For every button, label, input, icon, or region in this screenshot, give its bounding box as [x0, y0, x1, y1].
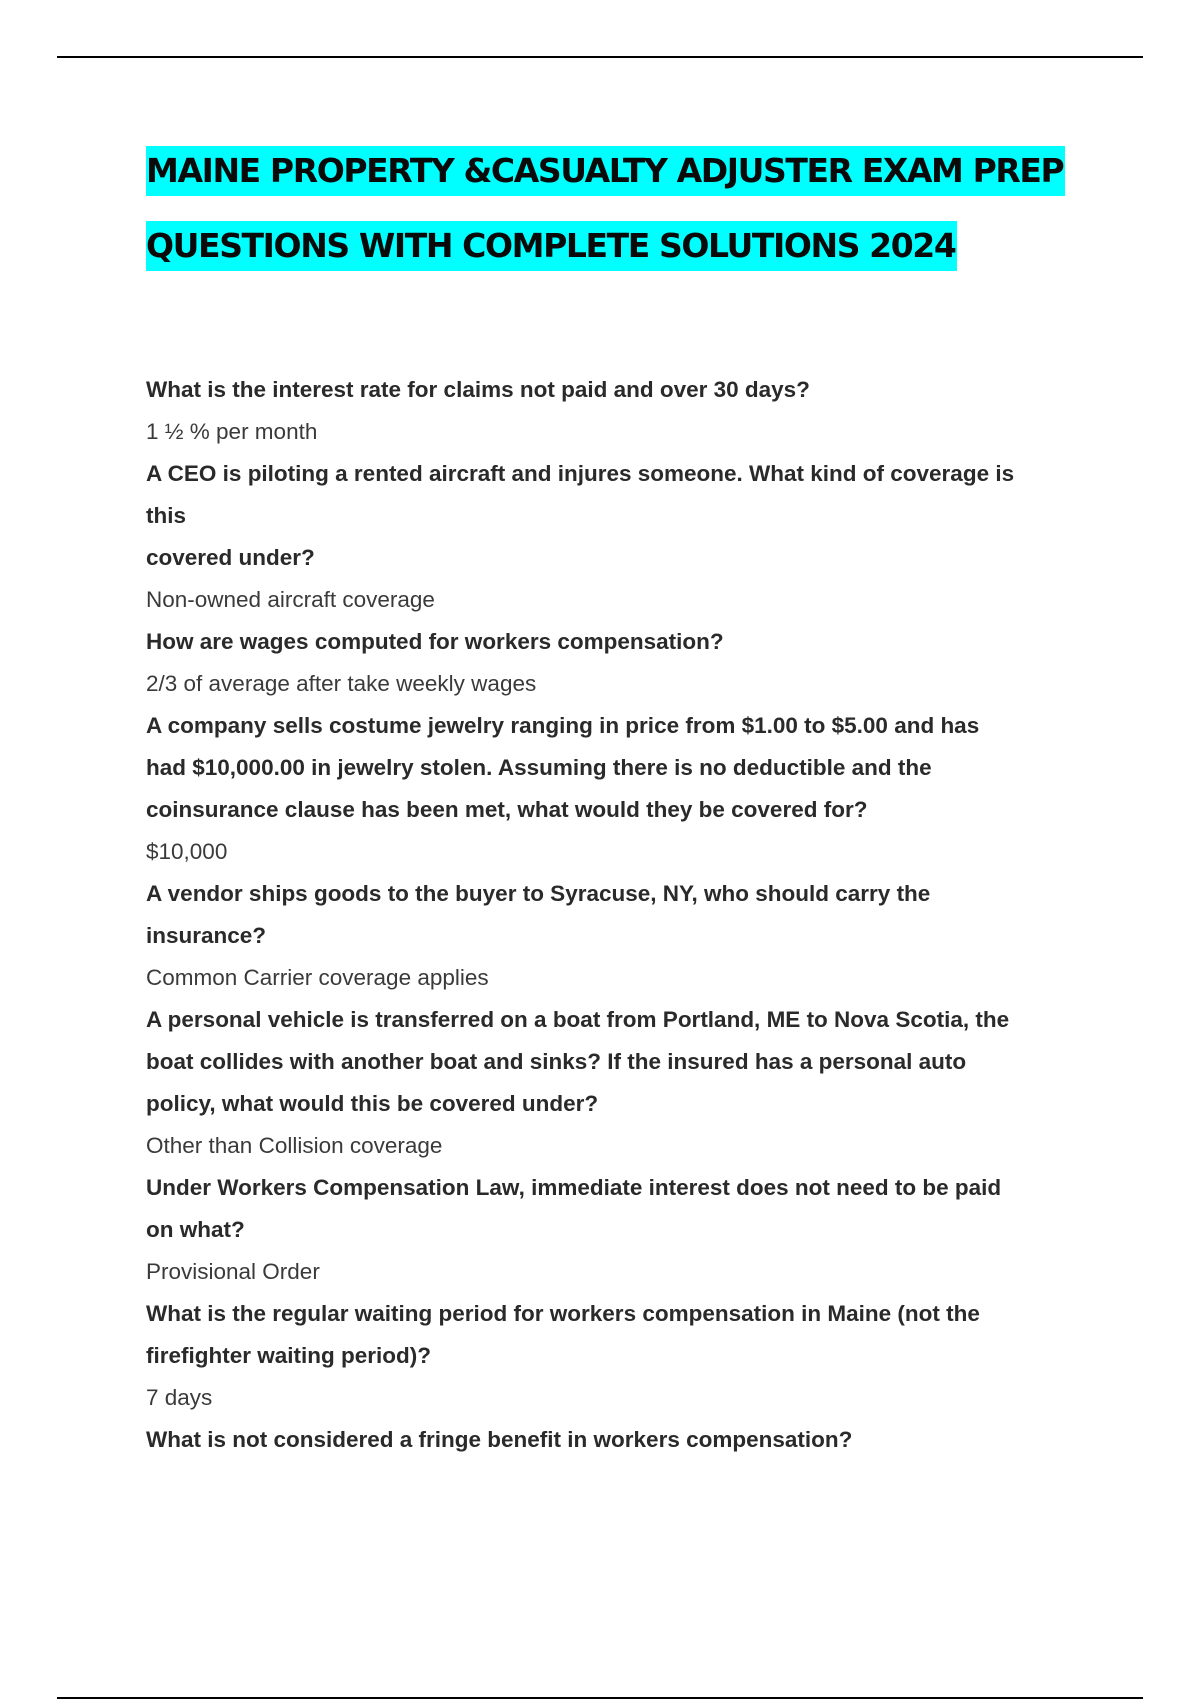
- question-line: covered under?: [146, 545, 315, 570]
- question-line: policy, what would this be covered under?: [146, 1091, 599, 1116]
- question-line: on what?: [146, 1217, 245, 1242]
- answer-line: 1 ½ % per month: [146, 419, 318, 444]
- header-rule: [57, 56, 1143, 58]
- question-line: firefighter waiting period)?: [146, 1343, 431, 1368]
- title-line-1: [146, 146, 1106, 221]
- answer-line: $10,000: [146, 839, 228, 864]
- question-line: had $10,000.00 in jewelry stolen. Assuming there is no deductible and the: [146, 755, 932, 780]
- title-line-2: [146, 221, 1106, 296]
- question-line: A vendor ships goods to the buyer to Syracuse, NY, who should carry the: [146, 881, 931, 906]
- title-text-1: MAINE PROPERTY &CASUALTY ADJUSTER EXAM PREP: [146, 146, 1065, 196]
- answer-line: Non-owned aircraft coverage: [146, 587, 435, 612]
- question-line: boat collides with another boat and sinks? If the insured has a personal auto: [146, 1049, 967, 1074]
- question-line: A CEO is piloting a rented aircraft and injures someone. What kind of coverage is: [146, 461, 1015, 486]
- qa-list: [146, 369, 1086, 1461]
- footer-rule: [57, 1697, 1143, 1699]
- question-line: How are wages computed for workers compensation?: [146, 629, 724, 654]
- question-line: What is the regular waiting period for workers compensation in Maine (not the: [146, 1301, 980, 1326]
- answer-line: 7 days: [146, 1385, 213, 1410]
- answer-line: Other than Collision coverage: [146, 1133, 443, 1158]
- question-line: Under Workers Compensation Law, immediate interest does not need to be paid: [146, 1175, 1002, 1200]
- question-line: What is not considered a fringe benefit in workers compensation?: [146, 1427, 853, 1452]
- title-text-2: QUESTIONS WITH COMPLETE SOLUTIONS 2024: [146, 221, 957, 271]
- document-title: [146, 146, 1106, 296]
- question-line: What is the interest rate for claims not paid and over 30 days?: [146, 377, 810, 402]
- question-line: this: [146, 503, 187, 528]
- question-line: A company sells costume jewelry ranging in price from $1.00 to $5.00 and has: [146, 713, 980, 738]
- question-line: coinsurance clause has been met, what would they be covered for?: [146, 797, 868, 822]
- answer-line: 2/3 of average after take weekly wages: [146, 671, 537, 696]
- question-line: A personal vehicle is transferred on a boat from Portland, ME to Nova Scotia, the: [146, 1007, 1010, 1032]
- question-line: insurance?: [146, 923, 267, 948]
- answer-line: Common Carrier coverage applies: [146, 965, 489, 990]
- answer-line: Provisional Order: [146, 1259, 320, 1284]
